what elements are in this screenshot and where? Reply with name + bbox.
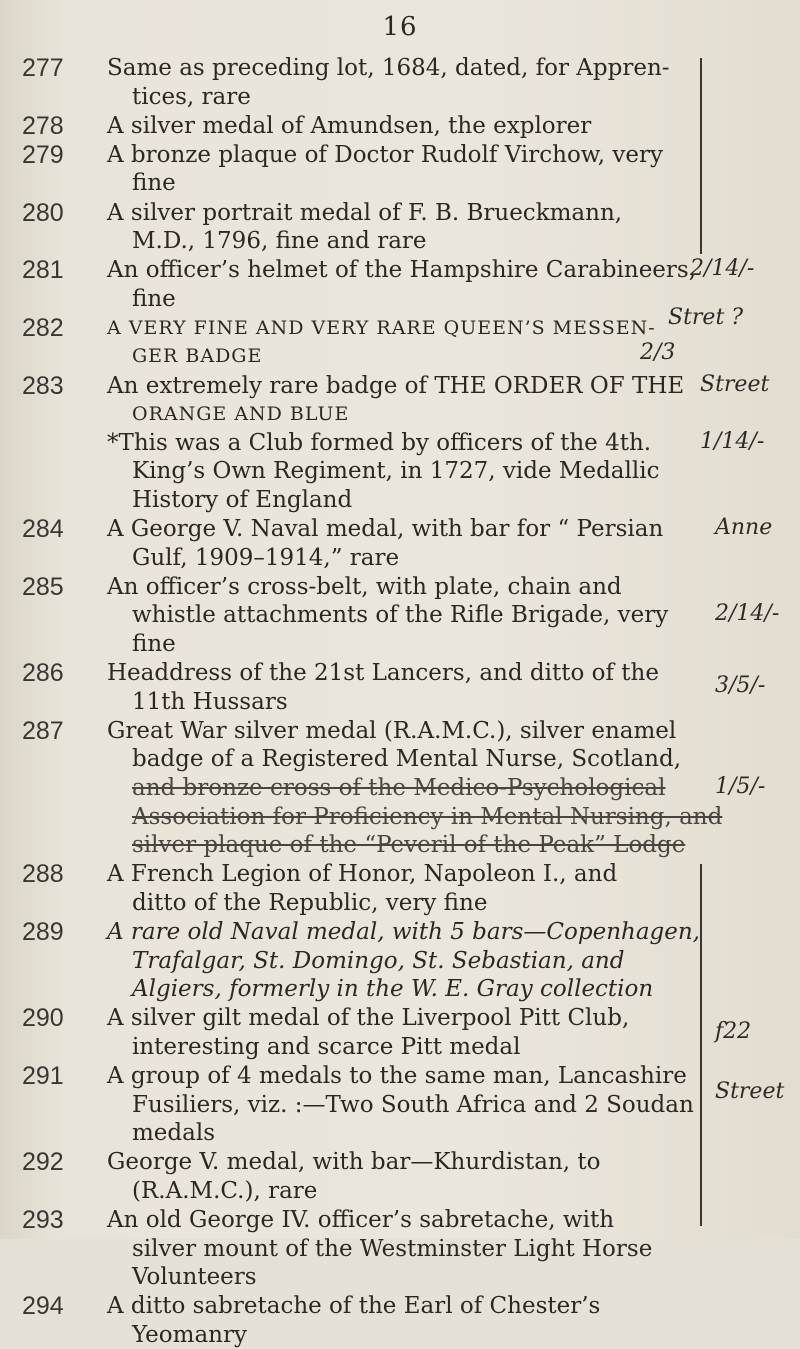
handwritten-annotation: 3/5/- — [715, 673, 766, 699]
lot-description — [107, 256, 717, 313]
handwritten-annotation: Street — [715, 1079, 785, 1105]
lot-number: 284 — [22, 515, 64, 544]
lot-description — [107, 1148, 717, 1205]
handwritten-annotation: 1/5/- — [715, 774, 766, 799]
lot-line: interesting and scarce Pitt medal — [132, 1033, 521, 1060]
lot-number: 282 — [22, 313, 64, 342]
lot-line: whistle attachments of the Rifle Brigade, very — [132, 602, 669, 629]
bracket-mark — [700, 864, 702, 1226]
lot-line: silver mount of the Westminster Light Horse — [132, 1235, 653, 1262]
lot-line: A rare old Naval medal, with 5 bars—Copenhagen, — [107, 919, 700, 945]
lot-line: History of England — [132, 486, 353, 513]
lot-description — [107, 918, 717, 1004]
lot-number: 292 — [22, 1148, 64, 1177]
lot-line: fine — [132, 170, 176, 197]
lot-line: medals — [132, 1120, 216, 1147]
lot-line: GER BADGE — [132, 345, 263, 368]
lot-number: 290 — [22, 1004, 64, 1033]
lot-line: A silver portrait medal of F. B. Brueckmann, — [107, 199, 623, 226]
lot-line: Gulf, 1909–1914,” rare — [132, 544, 400, 571]
lot-line: ditto of the Republic, very fine — [132, 889, 488, 916]
lot-number: 287 — [22, 716, 64, 745]
lot-line: M.D., 1796, fine and rare — [132, 228, 427, 255]
lot-description — [107, 1004, 717, 1061]
lot-line: Association for Proficiency in Mental Nursing, and — [132, 803, 723, 830]
handwritten-annotation: 2/14/- — [690, 256, 755, 282]
lot-number: 293 — [22, 1206, 64, 1234]
lot-line: *This was a Club formed by officers of the 4th. — [107, 429, 652, 456]
lot-number: 286 — [22, 659, 64, 688]
bracket-mark — [700, 58, 702, 254]
lot-number: 281 — [22, 256, 64, 285]
lot-description — [107, 54, 717, 111]
lot-line: fine — [132, 285, 176, 312]
lot-line: King’s Own Regiment, in 1727, vide Medallic — [132, 458, 660, 485]
lot-line: Same as preceding lot, 1684, dated, for Appren- — [107, 55, 670, 81]
lot-line: George V. medal, with bar—Khurdistan, to — [107, 1149, 601, 1176]
lot-number: 285 — [22, 572, 64, 601]
handwritten-annotation: Stret ? — [668, 305, 744, 331]
page-number: 16 — [382, 12, 418, 42]
lot-description — [107, 717, 723, 860]
lot-description — [107, 199, 717, 256]
lot-number: 280 — [22, 198, 64, 227]
lot-description — [107, 372, 717, 515]
lot-line: An officer’s helmet of the Hampshire Carabineers, — [107, 257, 697, 284]
lot-line: and bronze cross of the Medico-Psychological — [132, 774, 666, 801]
lot-line: A VERY FINE AND VERY RARE QUEEN’S MESSEN- — [107, 316, 656, 339]
lot-description — [107, 659, 717, 716]
lot-line: A French Legion of Honor, Napoleon I., and — [107, 861, 618, 888]
lot-number: 279 — [22, 140, 64, 169]
lot-description — [107, 112, 717, 141]
lot-line: A group of 4 medals to the same man, Lancashire — [107, 1063, 687, 1089]
lot-description — [107, 314, 717, 371]
lot-line: Headdress of the 21st Lancers, and ditto of the — [107, 660, 659, 687]
lot-line: silver plaque of the “Peveril of the Peak” Lodge — [132, 832, 686, 859]
lot-line: Fusiliers, viz. :—Two South Africa and 2 Soudan — [132, 1091, 694, 1118]
lot-description — [107, 860, 717, 917]
lot-number: 277 — [22, 54, 64, 82]
handwritten-annotation: 2/3 — [640, 340, 676, 366]
lot-line: tices, rare — [132, 83, 251, 110]
lot-line: A silver medal of Amundsen, the explorer — [107, 112, 592, 139]
lot-description — [107, 515, 717, 572]
lot-number: 278 — [22, 111, 64, 140]
lot-line: ORANGE AND BLUE — [132, 403, 350, 426]
lot-number: 291 — [22, 1062, 64, 1090]
handwritten-annotation: 2/14/- — [715, 601, 780, 627]
lot-line: Great War silver medal (R.A.M.C.), silver enamel — [107, 717, 677, 744]
handwritten-annotation: f22 — [715, 1018, 752, 1044]
lot-line: (R.A.M.C.), rare — [132, 1177, 318, 1204]
lot-line: Volunteers — [132, 1264, 257, 1291]
lot-number: 288 — [22, 860, 64, 889]
lot-line: Yeomanry — [132, 1321, 247, 1348]
handwritten-annotation: Street — [700, 371, 770, 397]
lot-number: 283 — [22, 371, 64, 400]
lot-line: Trafalgar, St. Domingo, St. Sebastian, and — [132, 947, 625, 974]
lot-line: A George V. Naval medal, with bar for “ Persian — [107, 516, 664, 543]
lot-line: An extremely rare badge of THE ORDER OF THE — [107, 372, 685, 399]
lot-line: fine — [132, 630, 176, 657]
lot-line: badge of a Registered Mental Nurse, Scotland, — [132, 746, 682, 773]
handwritten-annotation: 1/14/- — [700, 428, 765, 454]
lot-description — [107, 1062, 717, 1148]
lot-line: An officer’s cross-belt, with plate, chain and — [107, 573, 622, 600]
lot-description — [107, 1206, 717, 1292]
lot-line: An old George IV. officer’s sabretache, with — [107, 1207, 615, 1233]
lot-line: Algiers, formerly in the W. E. Gray collection — [132, 976, 654, 1003]
lot-description — [107, 141, 717, 198]
lot-description — [107, 573, 717, 659]
lot-line: A silver gilt medal of the Liverpool Pitt Club, — [107, 1005, 630, 1032]
lot-description — [107, 1292, 717, 1349]
handwritten-annotation: Anne — [715, 515, 773, 541]
lot-number: 289 — [22, 918, 64, 946]
lot-line: 11th Hussars — [132, 688, 288, 715]
lot-line: A ditto sabretache of the Earl of Chester’s — [107, 1293, 601, 1320]
lot-line: A bronze plaque of Doctor Rudolf Virchow, very — [107, 141, 663, 168]
lot-number: 294 — [22, 1292, 64, 1321]
